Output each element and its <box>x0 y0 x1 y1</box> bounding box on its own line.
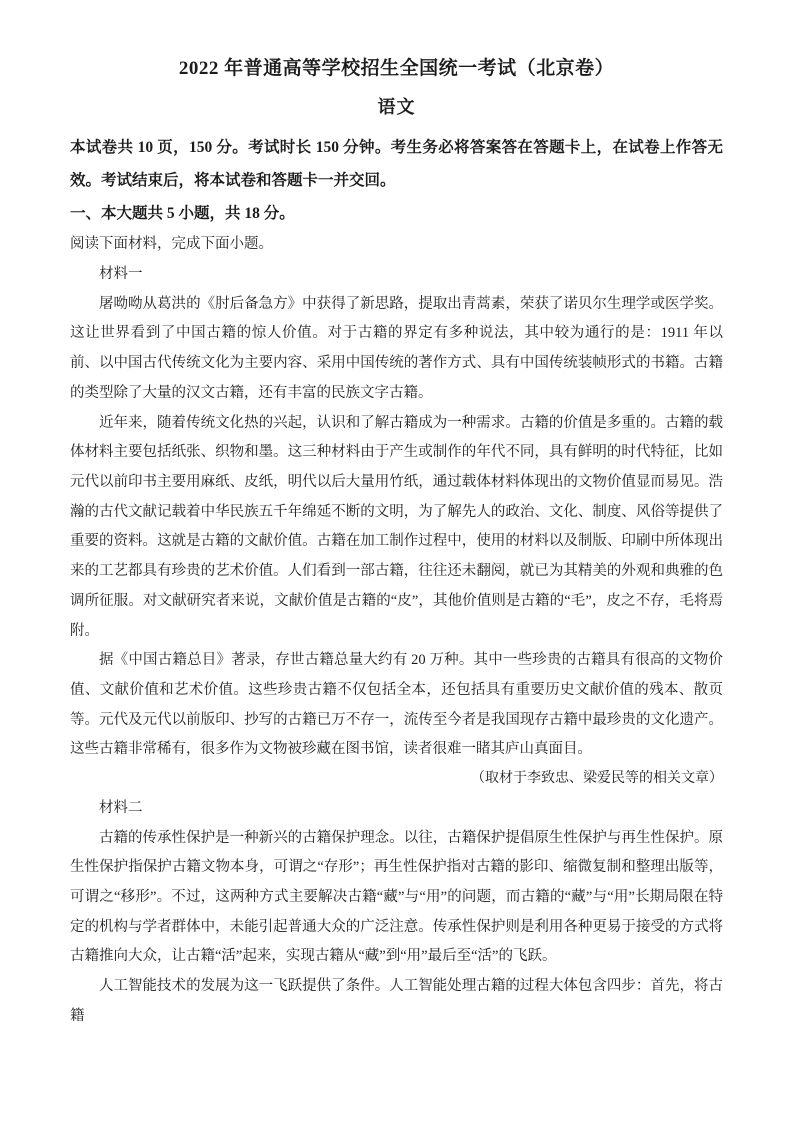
material-one-paragraph-1: 屠呦呦从葛洪的《肘后备急方》中获得了新思路，提取出青蒿素，荣获了诺贝尔生理学或医学奖。这让世界看到了中国古籍的惊人价值。对于古籍的界定有多种说法，其中较为通行的是：1911 年以前、以中国古代传统文化为主要内容、采用中国传统的著作方式、具有中国传统装帧形式的书籍。古籍的类型除了大量的汉文古籍，还有丰富的民族文字古籍。 <box>70 295 723 401</box>
material-two-label: 材料二 <box>99 799 143 816</box>
material-one-paragraph-2: 近年来，随着传统文化热的兴起，认识和了解古籍成为一种需求。古籍的价值是多重的。古籍的载体材料主要包括纸张、织物和墨。这三种材料由于产生或制作的年代不同，具有鲜明的时代特征，比如元代以前印书主要用麻纸、皮纸，明代以后大量用竹纸，通过载体材料体现出的文物价值显而易见。浩瀚的古代文献记载着中华民族五千年绵延不断的文明，为了解先人的政治、文化、制度、风俗等提供了重要的资料。这就是古籍的文献价值。古籍在加工制作过程中，使用的材料以及制版、印刷中所体现出来的工艺都具有珍贵的艺术价值。人们看到一部古籍，往往还未翻阅，就已为其精美的外观和典雅的色调所征服。对文献研究者来说，文献价值是古籍的“皮”，其他价值则是古籍的“毛”，皮之不存，毛将焉附。 <box>70 414 723 639</box>
material-one-label: 材料一 <box>99 265 143 282</box>
material-one-paragraph-3: 据《中国古籍总目》著录，存世古籍总量大约有 20 万种。其中一些珍贵的古籍具有很高的文物价值、文献价值和艺术价值。这些珍贵古籍不仅包括全本，还包括具有重要历史文献价值的残本、散页等。元代及元代以前版印、抄写的古籍已万不存一，流传至今者是我国现存古籍中最珍贵的文化遗产。这些古籍非常稀有，很多作为文物被珍藏在图书馆，读者很难一睹其庐山真面目。 <box>70 652 723 758</box>
exam-subject: 语文 <box>377 96 416 117</box>
reading-prompt: 阅读下面材料，完成下面小题。 <box>70 236 273 253</box>
section-one-heading: 一、本大题共 5 小题，共 18 分。 <box>70 204 295 222</box>
material-one-attribution: （取材于李致忠、梁爱民等的相关文章） <box>471 771 723 787</box>
material-two-paragraph-2: 人工智能技术的发展为这一飞跃提供了条件。人工智能处理古籍的过程大体包含四步：首先，将古籍 <box>70 978 723 1024</box>
material-two-paragraph-1: 古籍的传承性保护是一种新兴的古籍保护理念。以往，古籍保护提倡原生性保护与再生性保护。原生性保护指保护古籍文物本身，可谓之“存形”；再生性保护指对古籍的影印、缩微复制和整理出版等，可谓之“移形”。不过，这两种方式主要解决古籍“藏”与“用”的问题，而古籍的“藏”与“用”长期局限在特定的机构与学者群体中，未能引起普通大众的广泛注意。传承性保护则是利用各种更易于接受的方式将古籍推向大众，让古籍“活”起来，实现古籍从“藏”到“用”最后至“活”的飞跃。 <box>70 829 723 965</box>
exam-title: 2022 年普通高等学校招生全国统一考试（北京卷） <box>178 58 615 79</box>
exam-instructions: 本试卷共 10 页，150 分。考试时长 150 分钟。考生务必将答案答在答题卡上，在试卷上作答无效。考试结束后，将本试卷和答题卡一并交回。 <box>70 139 723 190</box>
